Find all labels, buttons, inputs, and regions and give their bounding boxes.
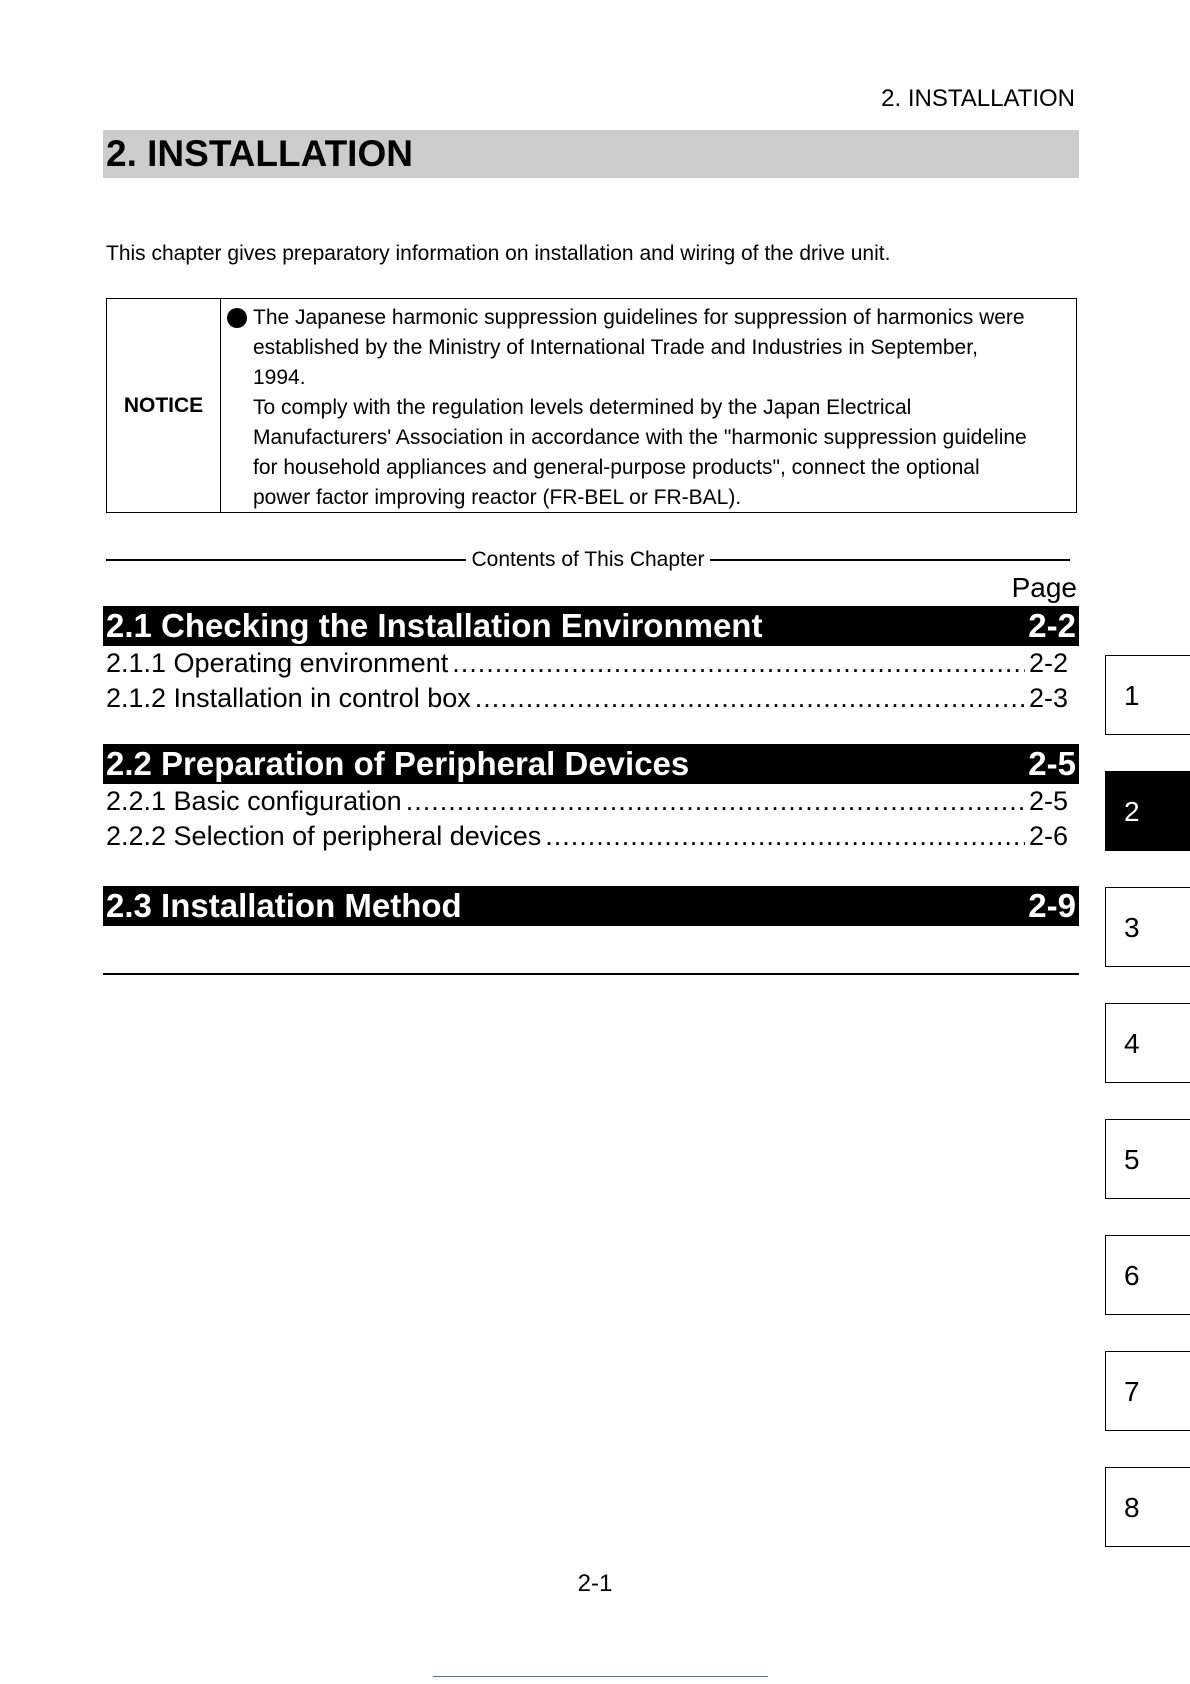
divider <box>106 559 466 561</box>
contents-heading <box>106 548 1070 572</box>
chapter-banner <box>103 130 1079 178</box>
chapter-tab-3[interactable]: 3 <box>1105 887 1190 967</box>
contents-heading-label: Contents of This Chapter <box>471 548 705 571</box>
leader-dots <box>475 681 1025 716</box>
toc-entry-title: 2.2.1 Basic configuration <box>106 786 402 816</box>
toc-section <box>103 606 1079 716</box>
notice-line: power factor improving reactor (FR-BEL or FR-BAL). <box>253 486 742 509</box>
toc-section-page: 2-2 <box>1028 607 1076 644</box>
chapter-title: 2. INSTALLATION <box>106 133 413 174</box>
toc-section-link[interactable] <box>103 886 1079 926</box>
notice-body <box>221 299 1076 512</box>
notice-line: Manufacturers' Association in accordance with the "harmonic suppression guideline <box>253 426 1027 449</box>
toc-entry-title: 2.1.1 Operating environment <box>106 648 449 678</box>
chapter-tab-1[interactable]: 1 <box>1105 655 1190 735</box>
toc-entry-title: 2.1.2 Installation in control box <box>106 683 471 713</box>
toc-entry[interactable] <box>103 646 1068 681</box>
toc-section-link[interactable] <box>103 606 1079 646</box>
toc-section <box>103 886 1079 926</box>
page-column-label: Page <box>1011 572 1077 603</box>
divider <box>710 559 1070 561</box>
toc-section-title: 2.3 Installation Method <box>106 887 462 924</box>
notice-box <box>106 298 1077 513</box>
chapter-tab-8[interactable]: 8 <box>1105 1467 1190 1547</box>
toc-entry[interactable] <box>103 784 1068 819</box>
page-number: 2-1 <box>577 1570 613 1597</box>
chapter-tab-2[interactable]: 2 <box>1105 771 1190 851</box>
toc-entry-title: 2.2.2 Selection of peripheral devices <box>106 821 542 851</box>
toc-section-title: 2.2 Preparation of Peripheral Devices <box>106 745 690 782</box>
leader-dots <box>545 819 1025 854</box>
toc-section-title: 2.1 Checking the Installation Environment <box>106 607 763 644</box>
chapter-tab-7[interactable]: 7 <box>1105 1351 1190 1431</box>
toc-entry[interactable] <box>103 681 1068 716</box>
running-header: 2. INSTALLATION <box>881 85 1075 112</box>
toc-entry-page: 2-6 <box>1028 821 1068 851</box>
notice-line: for household appliances and general-purpose products", connect the optional <box>253 456 980 479</box>
leader-dots <box>406 784 1025 819</box>
notice-line: The Japanese harmonic suppression guidelines for suppression of harmonics were <box>253 306 1025 329</box>
chapter-tab-6[interactable]: 6 <box>1105 1235 1190 1315</box>
chapter-tab-4[interactable]: 4 <box>1105 1003 1190 1083</box>
notice-label: NOTICE <box>107 299 221 512</box>
toc-entry-page: 2-3 <box>1028 683 1068 713</box>
toc-section-link[interactable] <box>103 744 1079 784</box>
notice-line: To comply with the regulation levels determined by the Japan Electrical <box>253 396 912 419</box>
contents-end-divider <box>103 973 1079 975</box>
leader-dots <box>452 646 1025 681</box>
notice-line: 1994. <box>253 366 306 389</box>
toc-entry[interactable] <box>103 819 1068 854</box>
toc-entry-page: 2-5 <box>1028 786 1068 816</box>
toc-entry-page: 2-2 <box>1028 648 1068 678</box>
intro-text: This chapter gives preparatory information on installation and wiring of the drive unit. <box>106 242 891 265</box>
bullet-icon <box>227 308 247 328</box>
toc-section-page: 2-5 <box>1028 745 1076 782</box>
notice-line: established by the Ministry of International Trade and Industries in September, <box>253 336 978 359</box>
chapter-tab-5[interactable]: 5 <box>1105 1119 1190 1199</box>
toc-section <box>103 744 1079 854</box>
footer-divider <box>433 1676 768 1677</box>
toc-section-page: 2-9 <box>1028 887 1076 924</box>
